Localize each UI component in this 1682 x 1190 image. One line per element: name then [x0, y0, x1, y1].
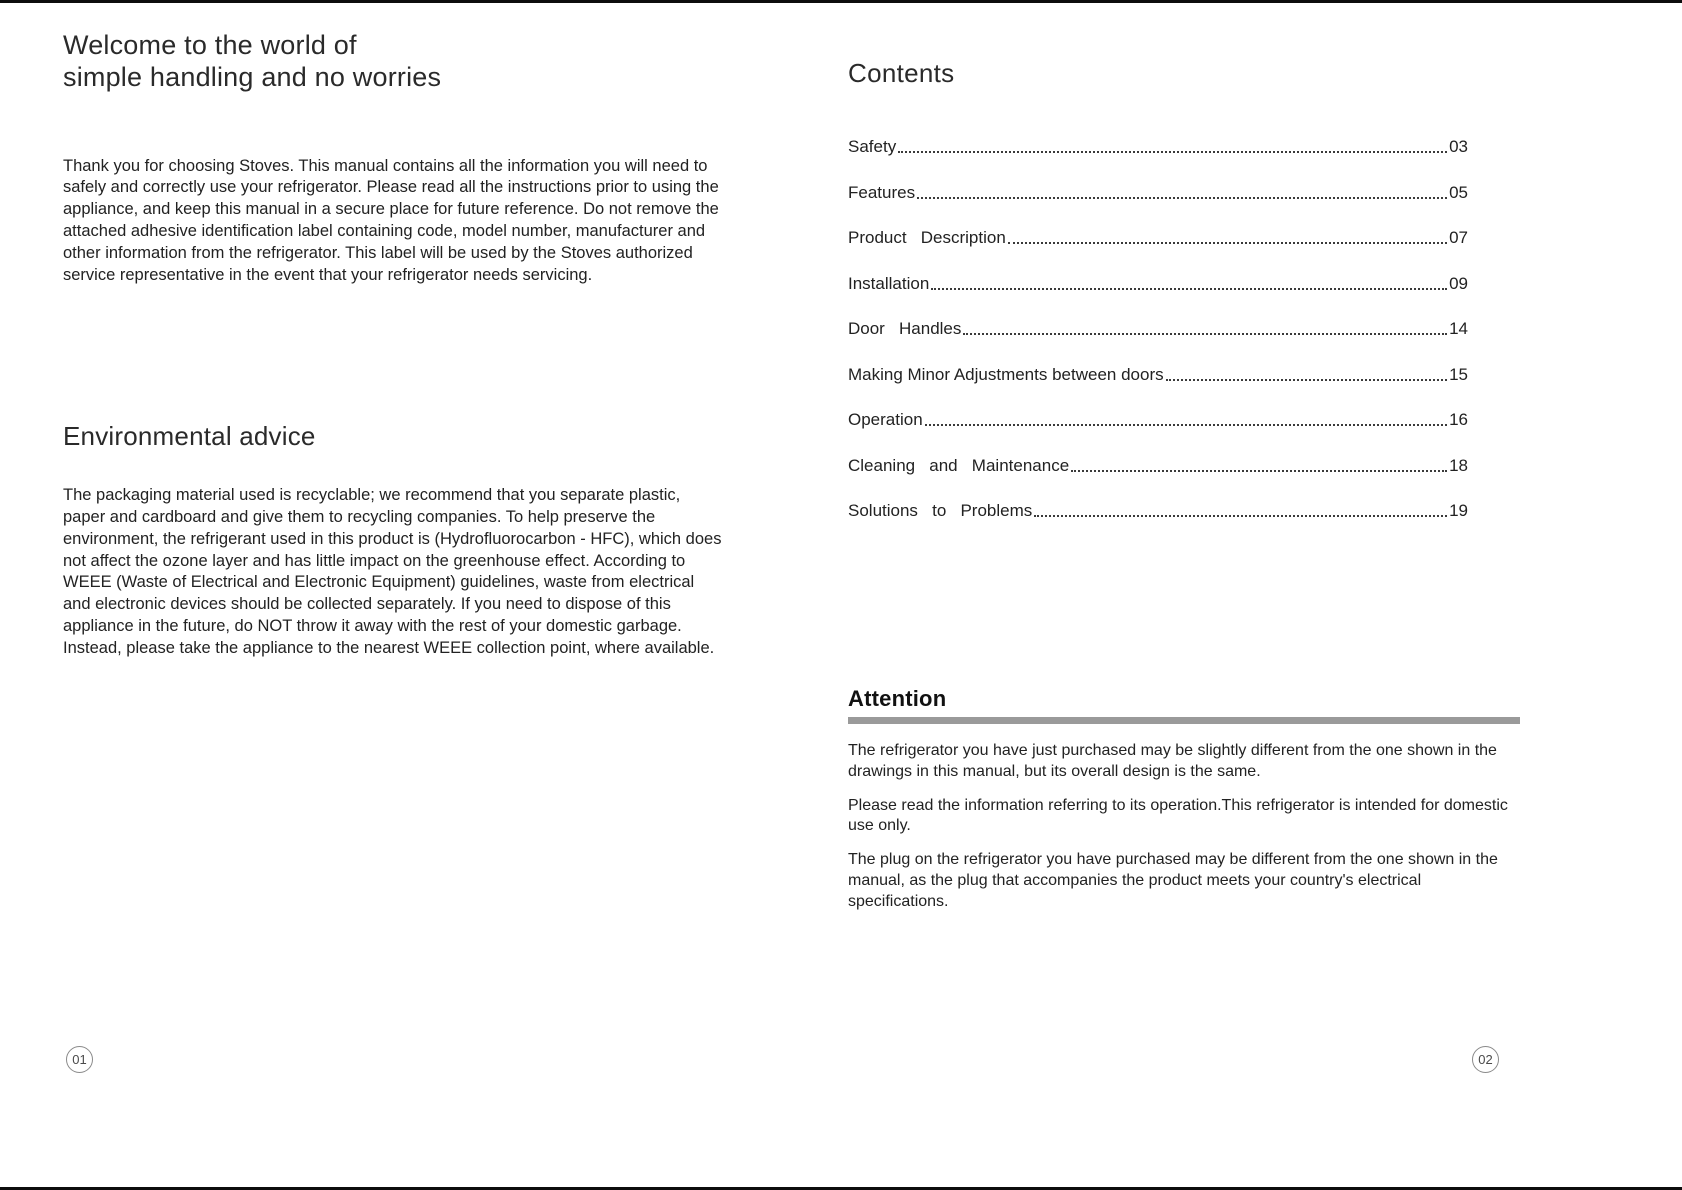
- toc-row-minor-adjustments: [848, 365, 1468, 385]
- attention-section: [848, 686, 1520, 926]
- toc-dot-leader: [931, 288, 1447, 290]
- toc-dot-leader: [1008, 242, 1447, 244]
- toc-row-features: [848, 183, 1468, 203]
- toc-dot-leader: [1071, 470, 1447, 472]
- toc-page-number: 03: [1449, 137, 1468, 156]
- toc-row-door-handles: [848, 319, 1468, 339]
- attention-paragraph-3: The plug on the refrigerator you have purchased may be different from the one shown in the manual, as the plug that accompanies the product meets your country's electrical specifications.: [848, 851, 1498, 910]
- toc-row-solutions-problems: [848, 501, 1468, 521]
- toc-label: Product Description: [848, 228, 1006, 247]
- attention-paragraph-2: Please read the information referring to its operation.This refrigerator is intended for domestic use only.: [848, 796, 1508, 835]
- top-edge-border: [0, 0, 1682, 3]
- toc-page-number: 16: [1449, 410, 1468, 429]
- toc-label: Solutions to Problems: [848, 501, 1033, 520]
- toc-label: Operation: [848, 410, 923, 429]
- attention-heading: Attention: [848, 686, 947, 711]
- toc-page-number: 18: [1449, 455, 1468, 475]
- welcome-title: [63, 30, 725, 94]
- page-number-badge-right: 02: [1472, 1046, 1499, 1073]
- right-page: [848, 58, 1520, 547]
- table-of-contents: [848, 137, 1468, 521]
- toc-page-number: 05: [1449, 182, 1468, 202]
- left-page: [63, 30, 725, 659]
- toc-dot-leader: [1034, 515, 1447, 517]
- toc-dot-leader: [917, 197, 1447, 199]
- toc-page-number: 07: [1449, 228, 1468, 247]
- welcome-title-line1: Welcome to the world of: [63, 30, 357, 60]
- toc-label: Cleaning and Maintenance: [848, 455, 1070, 475]
- toc-label: Safety: [848, 137, 897, 156]
- toc-row-cleaning-maintenance: [848, 456, 1468, 476]
- toc-row-operation: [848, 410, 1468, 430]
- toc-page-number: 09: [1449, 273, 1468, 293]
- environmental-advice-heading: Environmental advice: [63, 421, 316, 452]
- welcome-title-line2: simple handling and no worries: [63, 61, 442, 92]
- toc-page-number: 15: [1449, 364, 1468, 384]
- attention-divider-bar: [848, 717, 1520, 724]
- toc-label: Door Handles: [848, 319, 962, 338]
- toc-dot-leader: [963, 333, 1447, 335]
- toc-row-safety: [848, 137, 1468, 157]
- page-number-badge-left: 01: [66, 1046, 93, 1073]
- toc-label: Features: [848, 182, 916, 202]
- toc-label: Installation: [848, 273, 930, 293]
- toc-dot-leader: [925, 424, 1447, 426]
- toc-label: Making Minor Adjustments between doors: [848, 364, 1164, 384]
- toc-page-number: 19: [1449, 501, 1468, 520]
- environmental-advice-paragraph: The packaging material used is recyclable; we recommend that you separate plastic, paper and cardboard and give them to recycling companies. To help preserve the environment, the refrigerant used in this product is (Hydrofluorocarbon - HFC), which does not affect the ozone layer and has little impact on the greenhouse effect. According to WEEE (Waste of Electrical and Electronic Equipment) guidelines, waste from electrical and electronic devices should be collected separately. If you need to dispose of this appliance in the future, do NOT throw it away with the rest of your domestic garbage. Instead, please take the appliance to the nearest WEEE collection point, where available.: [63, 486, 722, 657]
- intro-paragraph: Thank you for choosing Stoves. This manual contains all the information you will need to safely and correctly use your refrigerator. Please read all the instructions prior to using the appliance, and keep this manual in a secure place for future reference. Do not remove the attached adhesive identification label containing code, model number, manufacturer and other information from the refrigerator. This label will be used by the Stoves authorized service representative in the event that your refrigerator needs servicing.: [63, 156, 719, 284]
- attention-paragraph-1: The refrigerator you have just purchased may be slightly different from the one shown in the drawings in this manual, but its overall design is the same.: [848, 742, 1497, 780]
- toc-page-number: 14: [1449, 319, 1468, 338]
- contents-heading: Contents: [848, 58, 955, 88]
- toc-row-installation: [848, 274, 1468, 294]
- toc-dot-leader: [1166, 379, 1447, 381]
- attention-paragraphs: [848, 741, 1520, 913]
- toc-row-product-description: [848, 228, 1468, 248]
- toc-dot-leader: [898, 151, 1447, 153]
